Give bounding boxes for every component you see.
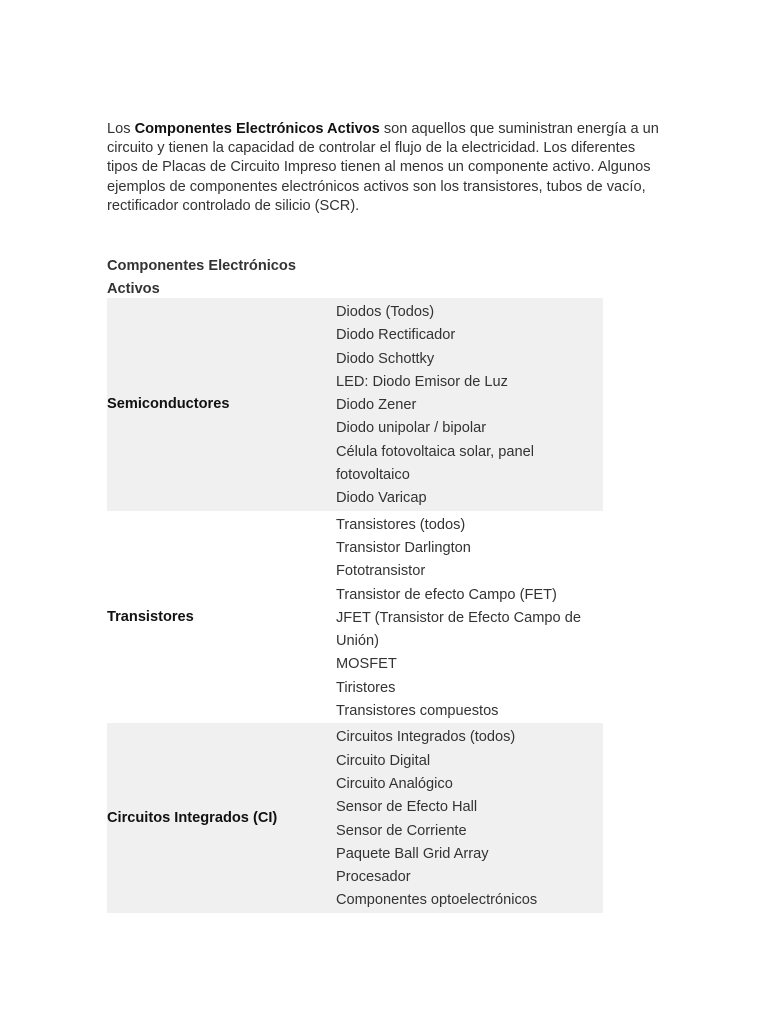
components-table bbox=[107, 298, 603, 913]
list-item: Circuitos Integrados (todos) bbox=[336, 729, 516, 746]
category-label: Transistores bbox=[107, 609, 194, 625]
item-list bbox=[336, 298, 602, 511]
table-group-semiconductores bbox=[107, 298, 603, 511]
list-item: Diodos (Todos) bbox=[336, 304, 435, 320]
category-label: Semiconductores bbox=[107, 396, 230, 413]
table-header: Componentes Electrónicos Activos bbox=[107, 258, 296, 298]
list-item: Transistor Darlington bbox=[336, 539, 471, 556]
list-item: Diodo Schottky bbox=[336, 350, 435, 367]
list-item: Fototransistor bbox=[336, 563, 426, 580]
table-group-circuitos-integrados bbox=[107, 723, 603, 912]
list-item: JFET (Transistor de Efecto Campo de Unión) bbox=[336, 609, 581, 650]
list-item: Diodo unipolar / bipolar bbox=[336, 420, 487, 437]
list-item: Célula fotovoltaica solar, panel fotovoltaico bbox=[336, 443, 534, 484]
list-item: Diodo Zener bbox=[336, 397, 417, 414]
item-list bbox=[336, 511, 602, 724]
list-item: Circuito Digital bbox=[336, 752, 431, 769]
intro-paragraph bbox=[107, 120, 663, 216]
list-item: Diodo Rectificador bbox=[336, 327, 456, 344]
list-item: Procesador bbox=[336, 869, 411, 886]
intro-rest: son aquellos que suministran energía a un circuito y tienen la capacidad de controlar el flujo de la electricidad. Los diferentes tipos de Placas de Circuito Impreso tienen al menos un componente activo. Algunos ejemplos de componentes electrónicos activos son los transistores, tubos de vacío, rectificador controlado de silicio (SCR). bbox=[107, 121, 659, 214]
list-item: Circuito Analógico bbox=[336, 775, 453, 792]
list-item: LED: Diodo Emisor de Luz bbox=[336, 373, 508, 390]
intro-prefix: Los bbox=[107, 121, 135, 137]
list-item: Tiristores bbox=[336, 679, 396, 696]
list-item: Transistores compuestos bbox=[336, 703, 499, 720]
list-item: Sensor de Efecto Hall bbox=[336, 799, 478, 816]
list-item: Diodo Varicap bbox=[336, 490, 427, 507]
list-item: MOSFET bbox=[336, 656, 397, 673]
intro-highlight: Componentes Electrónicos Activos bbox=[134, 121, 380, 137]
table-group-transistores bbox=[107, 511, 603, 724]
list-item: Transistores (todos) bbox=[336, 516, 466, 533]
category-label: Circuitos Integrados (CI) bbox=[107, 810, 278, 827]
list-item: Sensor de Corriente bbox=[336, 822, 467, 839]
list-item: Componentes optoelectrónicos bbox=[336, 892, 538, 909]
item-list bbox=[336, 723, 602, 912]
list-item: Transistor de efecto Campo (FET) bbox=[336, 586, 557, 603]
list-item: Paquete Ball Grid Array bbox=[336, 845, 489, 862]
